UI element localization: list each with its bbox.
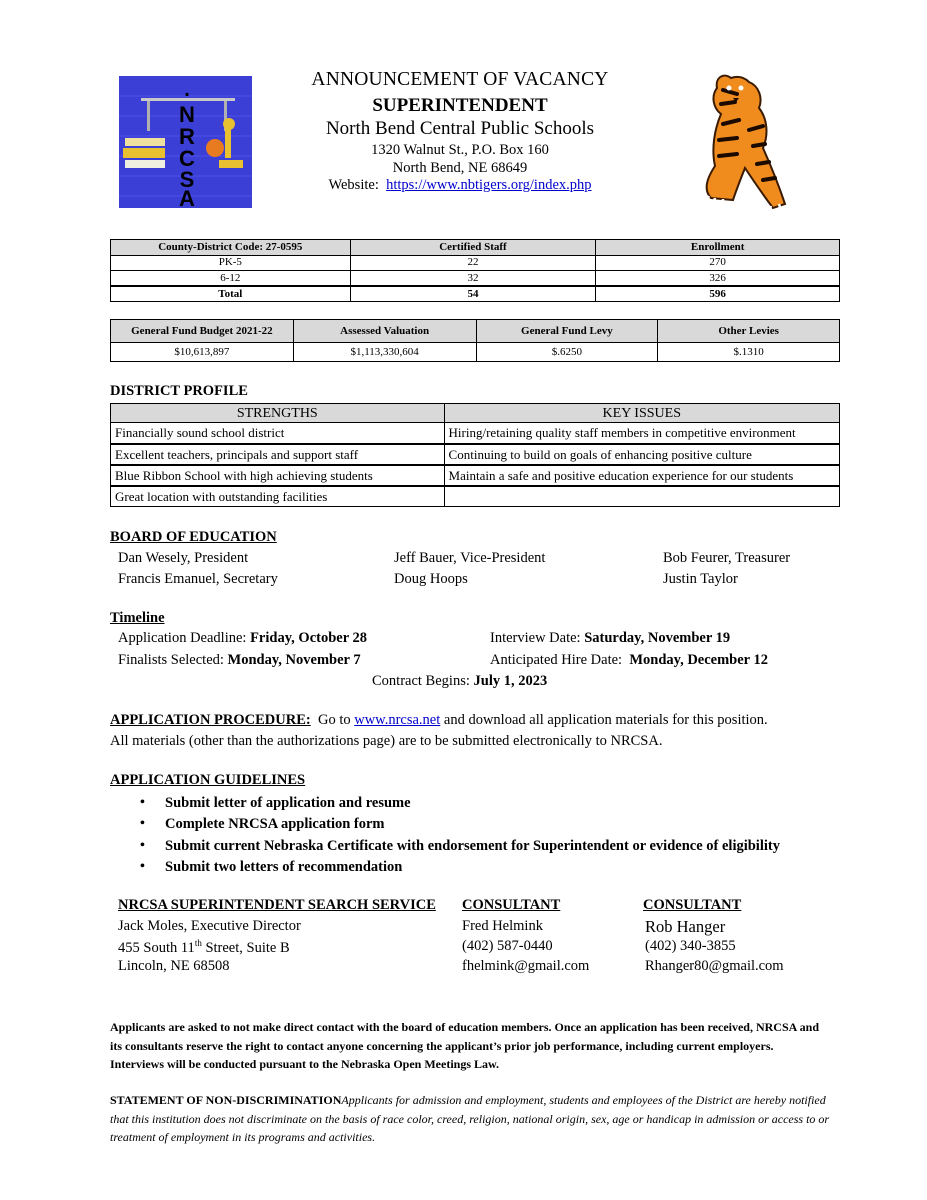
- contract-begins: [372, 673, 547, 690]
- contact-notice: Applicants are asked to not make direct contact with the board of education members. Once an application has been received, NRCSA and its consultants reserve the right to contact anyone concerning the applicant’s prior job performance, including current employers. Interviews will be conducted pursuant to the Nebraska Open Meetings Law.: [110, 1020, 819, 1071]
- table-row: [111, 343, 840, 362]
- table-header-cell: Assessed Valuation: [293, 320, 476, 343]
- strength-cell: Financially sound school district: [111, 423, 445, 444]
- key-issues-header: KEY ISSUES: [444, 404, 839, 423]
- statement-text: Applicants for admission and employment, students and employees of the District are hereby notified that this institution does not discriminate on the basis of race color, creed, religion, national origin, sex, age or handicap in admission or access to or treatment of employment in its programs and activities.: [110, 1093, 830, 1144]
- table-cell: Total: [111, 286, 351, 302]
- procedure-line-2: All materials (other than the authorizations page) are to be submitted electronically to NRCSA.: [110, 733, 663, 749]
- website-link[interactable]: https://www.nbtigers.org/index.php: [386, 177, 592, 193]
- table-row: [111, 255, 840, 271]
- table-cell: 54: [350, 286, 596, 302]
- nrcsa-link[interactable]: www.nrcsa.net: [354, 712, 441, 728]
- table-cell: $1,113,330,604: [293, 343, 476, 362]
- address-line-2: North Bend, NE 68649: [392, 160, 528, 176]
- table-header-cell: Certified Staff: [350, 240, 596, 256]
- timeline-heading: Timeline: [110, 610, 165, 626]
- board-member: Jeff Bauer, Vice-President: [394, 550, 546, 566]
- finalists-selected: [118, 652, 361, 669]
- deadline-value: Friday, October 28: [250, 630, 368, 646]
- table-row: [111, 423, 840, 444]
- board-member: Doug Hoops: [394, 571, 468, 587]
- strength-cell: Excellent teachers, principals and support staff: [111, 444, 445, 465]
- budget-table: [110, 319, 840, 362]
- application-deadline: [118, 630, 367, 647]
- table-header-cell: Enrollment: [596, 240, 840, 256]
- contract-label: Contract Begins:: [372, 673, 474, 689]
- table-header-cell: County-District Code: 27-0595: [111, 240, 351, 256]
- table-header-cell: General Fund Levy: [476, 320, 658, 343]
- consultant-phone: (402) 340-3855: [645, 938, 736, 954]
- anticipated-hire-date: [490, 652, 768, 669]
- board-member: Bob Feurer, Treasurer: [663, 550, 791, 566]
- procedure-text-after: and download all application materials for this position.: [440, 712, 768, 728]
- table-header-cell: Other Levies: [658, 320, 840, 343]
- table-cell: PK-5: [111, 255, 351, 271]
- finalists-value: Monday, November 7: [227, 652, 361, 668]
- svg-text:C: C: [179, 146, 195, 171]
- website-label: Website:: [328, 177, 379, 193]
- contact-city: Lincoln, NE 68508: [118, 958, 230, 974]
- issue-cell: Hiring/retaining quality staff members in competitive environment: [444, 423, 839, 444]
- board-member: Francis Emanuel, Secretary: [118, 571, 278, 587]
- address-line-1: 1320 Walnut St., P.O. Box 160: [371, 142, 549, 158]
- issue-cell: Maintain a safe and positive education experience for our students: [444, 465, 839, 486]
- table-row: [111, 444, 840, 465]
- board-member: Justin Taylor: [663, 571, 738, 587]
- contact-name: Jack Moles, Executive Director: [118, 918, 301, 934]
- non-discrimination-statement: [110, 1091, 830, 1147]
- table-header-row: [111, 320, 840, 343]
- issue-cell: [444, 486, 839, 507]
- strength-cell: Great location with outstanding facilities: [111, 486, 445, 507]
- issue-cell: Continuing to build on goals of enhancing positive culture: [444, 444, 839, 465]
- consultant-heading: CONSULTANT: [643, 897, 742, 913]
- strength-cell: Blue Ribbon School with high achieving students: [111, 465, 445, 486]
- svg-text:S: S: [179, 167, 195, 192]
- table-cell: $.1310: [658, 343, 840, 362]
- guidelines-list: [140, 794, 780, 879]
- procedure-heading: APPLICATION PROCEDURE:: [110, 712, 311, 728]
- hire-value: Monday, December 12: [629, 652, 768, 668]
- table-cell: 6-12: [111, 271, 351, 287]
- board-member: Dan Wesely, President: [118, 550, 249, 566]
- table-cell: 22: [350, 255, 596, 271]
- hire-label: Anticipated Hire Date:: [490, 652, 630, 668]
- district-name: North Bend Central Public Schools: [325, 118, 595, 139]
- svg-text:N: N: [179, 102, 195, 127]
- table-cell: 326: [596, 271, 840, 287]
- table-row: [111, 271, 840, 287]
- consultant-name: Fred Helmink: [462, 918, 543, 934]
- table-cell: $.6250: [476, 343, 658, 362]
- position-title: SUPERINTENDENT: [372, 95, 548, 116]
- finalists-label: Finalists Selected:: [118, 652, 228, 668]
- table-total-row: [111, 286, 840, 302]
- table-cell: 32: [350, 271, 596, 287]
- table-row: [111, 486, 840, 507]
- table-cell: $10,613,897: [111, 343, 294, 362]
- svg-text:.: .: [184, 79, 190, 101]
- address-superscript: th: [194, 938, 202, 948]
- staff-enrollment-table: [110, 239, 840, 302]
- table-cell: 270: [596, 255, 840, 271]
- contact-address: [118, 938, 290, 957]
- board-heading: BOARD OF EDUCATION: [110, 529, 277, 545]
- district-profile-table: [110, 403, 840, 507]
- table-header-row: [111, 404, 840, 423]
- guidelines-heading: APPLICATION GUIDELINES: [110, 772, 306, 788]
- interview-value: Saturday, November 19: [584, 630, 731, 646]
- website-line: [250, 177, 670, 194]
- svg-text:R: R: [179, 124, 195, 149]
- consultant-heading: CONSULTANT: [462, 897, 561, 913]
- address-suite: Street, Suite B: [201, 939, 290, 956]
- consultant-phone: (402) 587-0440: [462, 938, 553, 954]
- procedure-text-before: Go to: [310, 712, 355, 728]
- svg-text:A: A: [179, 186, 195, 208]
- tiger-mascot-image: [693, 68, 793, 213]
- list-item: • Submit current Nebraska Certificate with endorsement for Superintendent or evidence of eligibility: [140, 837, 780, 858]
- contract-value: July 1, 2023: [473, 673, 548, 689]
- deadline-label: Application Deadline:: [118, 630, 251, 646]
- consultant-email: fhelmink@gmail.com: [462, 958, 590, 974]
- list-item: • Complete NRCSA application form: [140, 815, 780, 836]
- strengths-header: STRENGTHS: [111, 404, 445, 423]
- interview-date: [490, 630, 730, 647]
- search-service-heading: NRCSA SUPERINTENDENT SEARCH SERVICE: [118, 897, 436, 913]
- consultant-email: Rhanger80@gmail.com: [645, 958, 784, 974]
- table-cell: 596: [596, 286, 840, 302]
- table-header-cell: General Fund Budget 2021-22: [111, 320, 294, 343]
- announcement-title: ANNOUNCEMENT OF VACANCY: [311, 69, 609, 90]
- application-procedure: [110, 712, 768, 729]
- table-header-row: [111, 240, 840, 256]
- district-profile-heading: DISTRICT PROFILE: [110, 383, 248, 399]
- consultant-name: Rob Hanger: [645, 917, 726, 936]
- address-street: 455 South 11: [118, 939, 195, 956]
- nrcsa-logo: [119, 76, 252, 208]
- interview-label: Interview Date:: [490, 630, 585, 646]
- table-row: [111, 465, 840, 486]
- list-item: • Submit letter of application and resume: [140, 794, 780, 815]
- list-item: • Submit two letters of recommendation: [140, 858, 780, 879]
- statement-label: STATEMENT OF NON-DISCRIMINATION: [110, 1093, 342, 1107]
